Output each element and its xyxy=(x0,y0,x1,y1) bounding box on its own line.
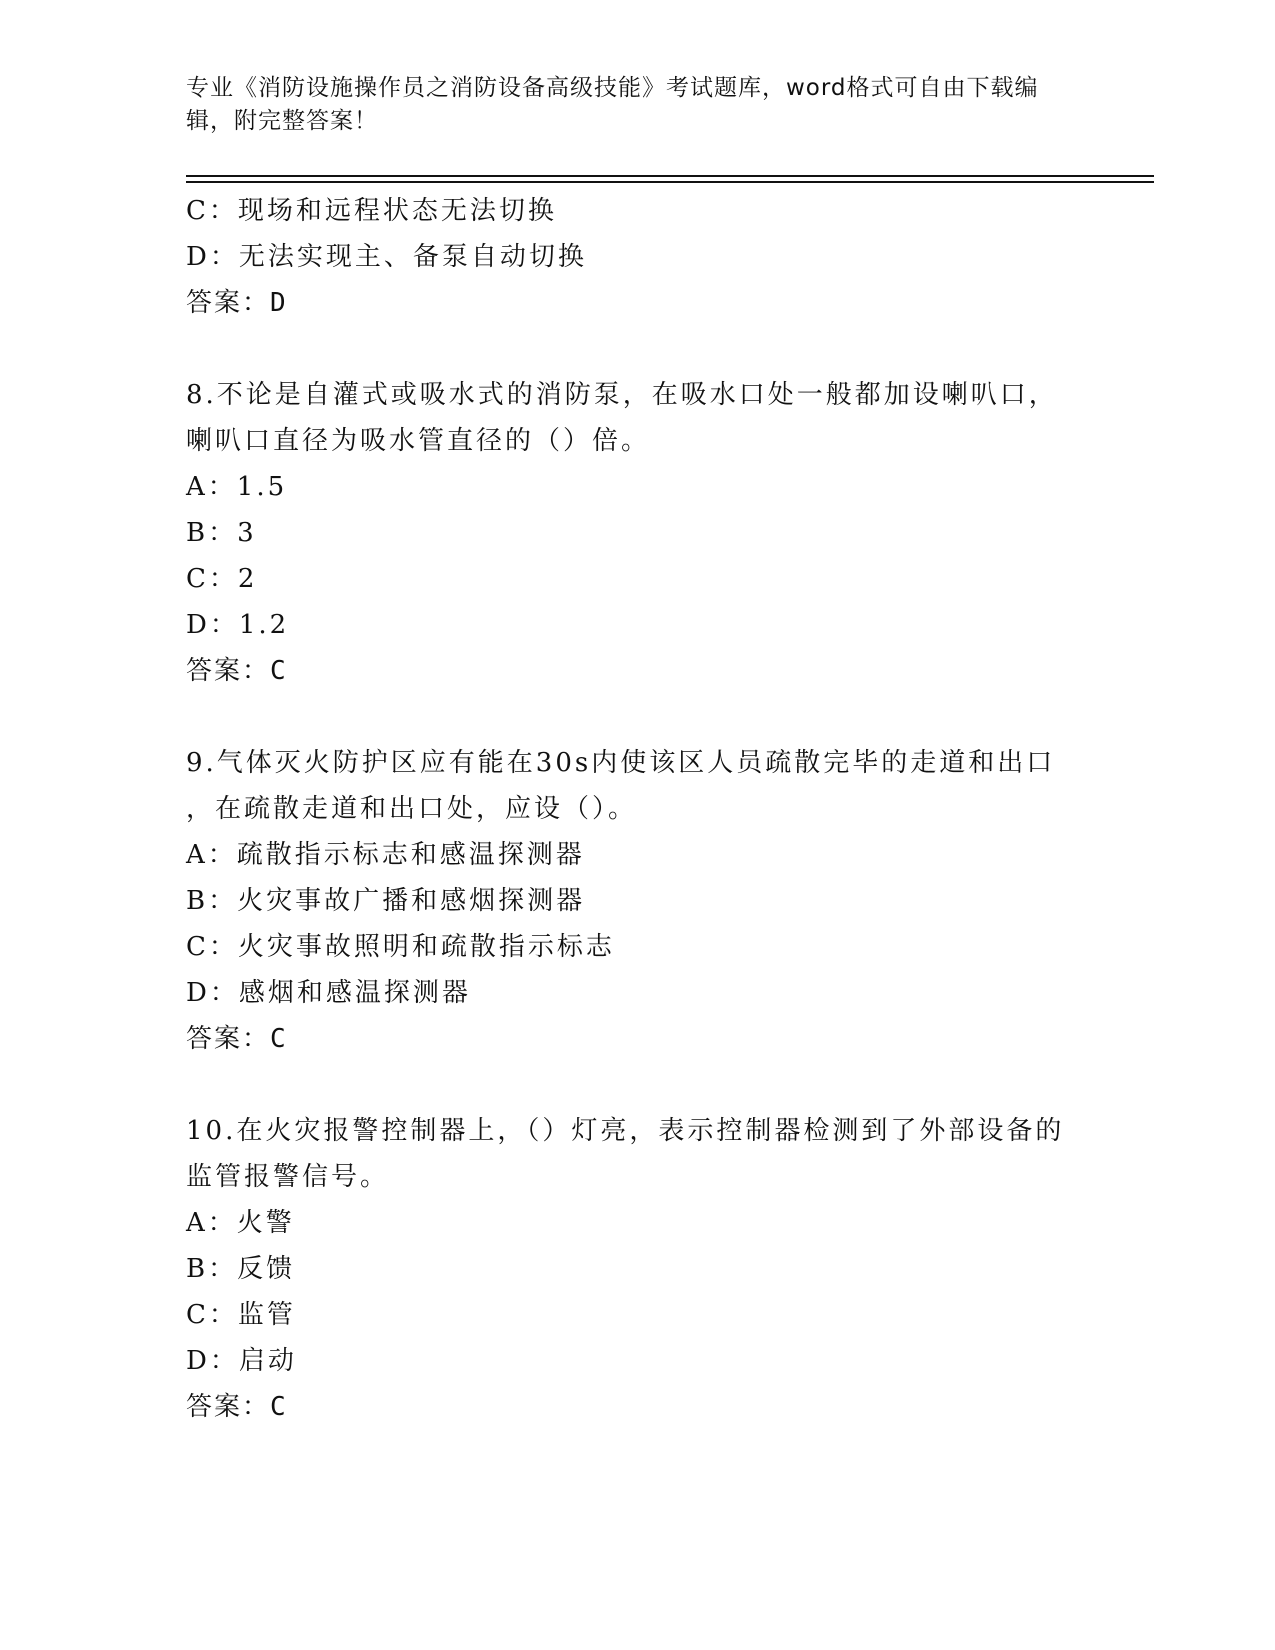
question-stem-line: 8.不论是自灌式或吸水式的消防泵，在吸水口处一般都加设喇叭口， xyxy=(186,380,1058,410)
option-c: C：监管 xyxy=(186,1300,296,1330)
option-a: A：疏散指示标志和感温探测器 xyxy=(186,840,585,870)
option-d: D：感烟和感温探测器 xyxy=(186,978,471,1008)
question-7-continuation xyxy=(186,188,1086,326)
answer-label: 答案： xyxy=(186,656,271,686)
answer-label: 答案： xyxy=(186,288,271,318)
answer-line xyxy=(186,1384,1086,1430)
answer-label: 答案： xyxy=(186,1392,271,1422)
option-c: C：现场和远程状态无法切换 xyxy=(186,196,557,226)
option-c: C：2 xyxy=(186,564,258,594)
option-b: B：反馈 xyxy=(186,1254,296,1284)
question-stem-line: 9.气体灭火防护区应有能在30s内使该区人员疏散完毕的走道和出口 xyxy=(186,748,1056,778)
header-rule-bottom xyxy=(186,181,1154,183)
option-a: A：1.5 xyxy=(186,472,288,502)
option-c: C：火灾事故照明和疏散指示标志 xyxy=(186,932,615,962)
spacer xyxy=(186,1062,1086,1108)
answer-line xyxy=(186,648,1086,694)
answer-line xyxy=(186,1016,1086,1062)
option-b: B：3 xyxy=(186,518,257,548)
option-b: B：火灾事故广播和感烟探测器 xyxy=(186,886,586,916)
question-9 xyxy=(186,740,1086,1062)
option-d: D：无法实现主、备泵自动切换 xyxy=(186,242,587,272)
question-stem-line: 10.在火灾报警控制器上，（）灯亮，表示控制器检测到了外部设备的 xyxy=(186,1116,1065,1146)
answer-value: D xyxy=(270,288,288,318)
spacer xyxy=(186,694,1086,740)
spacer xyxy=(186,326,1086,372)
question-content xyxy=(186,188,1086,1430)
question-8 xyxy=(186,372,1086,694)
answer-label: 答案： xyxy=(186,1024,271,1054)
answer-line xyxy=(186,280,1086,326)
answer-value: C xyxy=(270,1024,288,1054)
answer-value: C xyxy=(270,656,288,686)
question-10 xyxy=(186,1108,1086,1430)
question-stem-line: ，在疏散走道和出口处，应设（）。 xyxy=(186,794,638,824)
option-d: D：1.2 xyxy=(186,610,290,640)
answer-value: C xyxy=(270,1392,288,1422)
header-rule-top xyxy=(186,175,1154,177)
question-stem-line: 监管报警信号。 xyxy=(186,1162,390,1192)
question-stem-line: 喇叭口直径为吸水管直径的（）倍。 xyxy=(186,426,651,456)
page-header: 专业《消防设施操作员之消防设备高级技能》考试题库，word格式可自由下载编 辑，附完整答案！ xyxy=(186,75,1039,134)
option-d: D：启动 xyxy=(186,1346,297,1376)
option-a: A：火警 xyxy=(186,1208,295,1238)
